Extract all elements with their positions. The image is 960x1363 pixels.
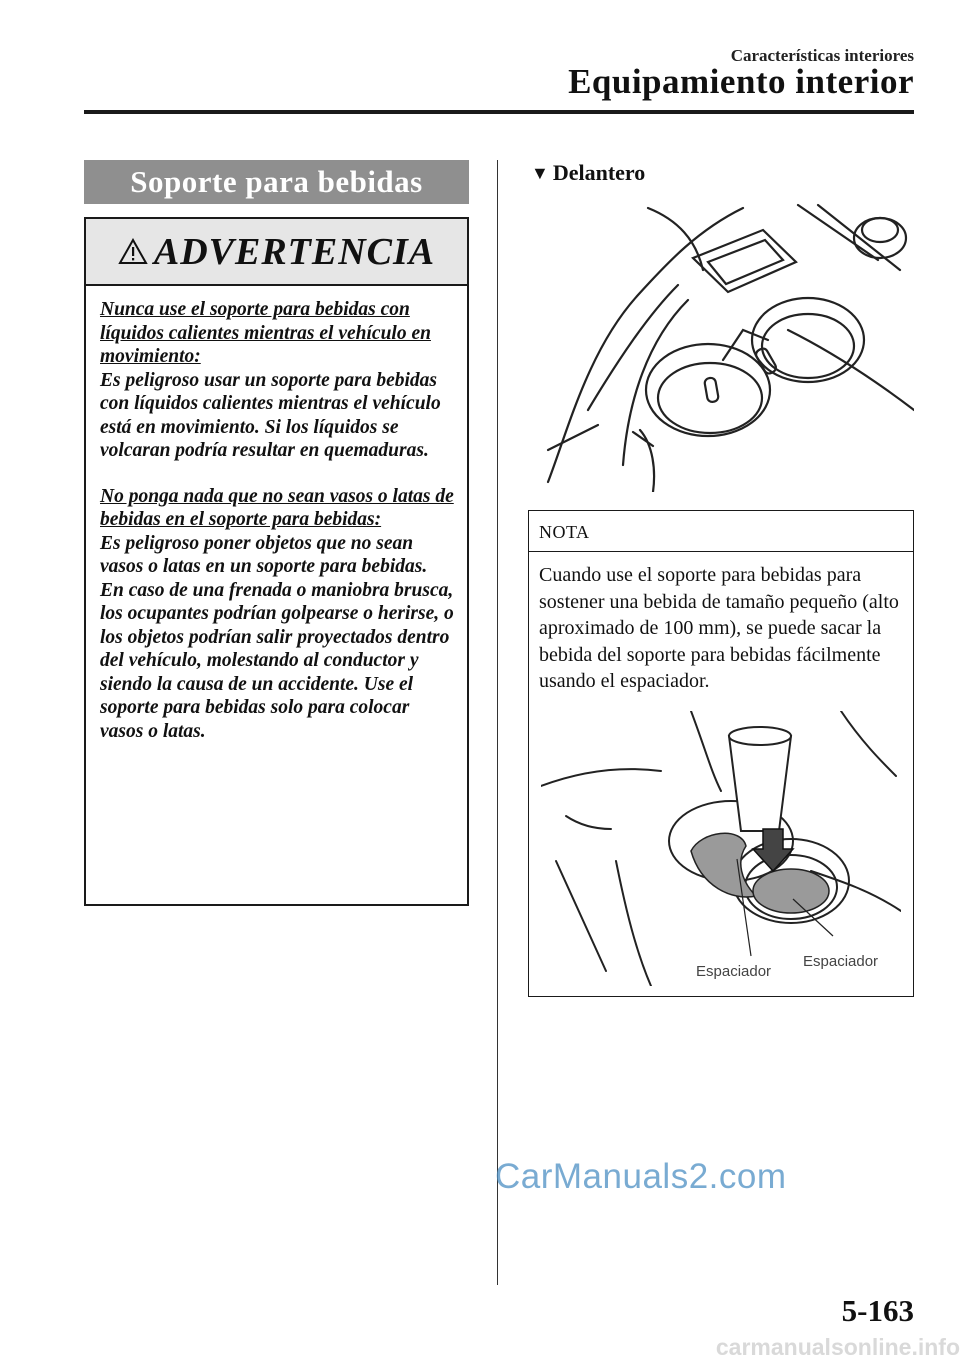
triangle-down-icon: ▼: [531, 162, 549, 183]
warning-title: ADVERTENCIA: [153, 230, 436, 273]
nota-box: [528, 510, 914, 997]
page-number: 5-163: [841, 1293, 914, 1328]
warning-item-1-heading: Nunca use el soporte para bebidas con líquidos calientes mientras el vehículo en movimiento:: [100, 299, 431, 367]
footer-watermark: carmanualsonline.info: [715, 1334, 960, 1360]
warning-body: [86, 286, 467, 743]
warning-item-2-text-2: En caso de una frenada o maniobra brusca, los ocupantes podrían golpearse o herirse, o los objetos podrían salir proyectados dentro del vehículo, molestando al conductor y siendo la causa de un accidente. Use el soporte para bebidas solo para colocar vasos o latas.: [100, 579, 454, 742]
warning-header: [86, 219, 467, 286]
header-rule: [84, 110, 914, 114]
front-heading: Delantero: [552, 160, 646, 185]
section-title: Soporte para bebidas: [84, 160, 469, 204]
warning-item-2-text: Es peligroso poner objetos que no sean vasos o latas en un soporte para bebidas.: [100, 532, 428, 577]
front-subheading: [531, 160, 645, 186]
nota-text: Cuando use el soporte para bebidas para sostener una bebida de tamaño pequeño (alto aproximado de 100 mm), se puede sacar la bebida del soporte para bebidas fácilmente usando el espaciador.: [539, 564, 899, 692]
spacer-label-right: Espaciador: [803, 953, 879, 970]
spacer-illustration: [541, 711, 901, 986]
warning-box: [84, 217, 469, 906]
warning-item-1-text: Es peligroso usar un soporte para bebidas con líquidos calientes mientras el vehículo está en movimiento. Si los líquidos se volcaran podría resultar en quemaduras.: [100, 369, 441, 461]
column-divider: [497, 160, 498, 1285]
warning-item-2-heading: No ponga nada que no sean vasos o latas de bebidas en el soporte para bebidas:: [100, 485, 454, 530]
front-cup-holder-illustration: [528, 200, 914, 492]
watermark: CarManuals2.com: [495, 1157, 787, 1196]
spacer-label-left: Espaciador: [696, 963, 772, 980]
page-header-title: Equipamiento interior: [568, 62, 914, 101]
warning-triangle-icon: [118, 238, 148, 265]
nota-heading: NOTA: [529, 511, 913, 552]
chapter-category: Características interiores: [730, 46, 914, 65]
